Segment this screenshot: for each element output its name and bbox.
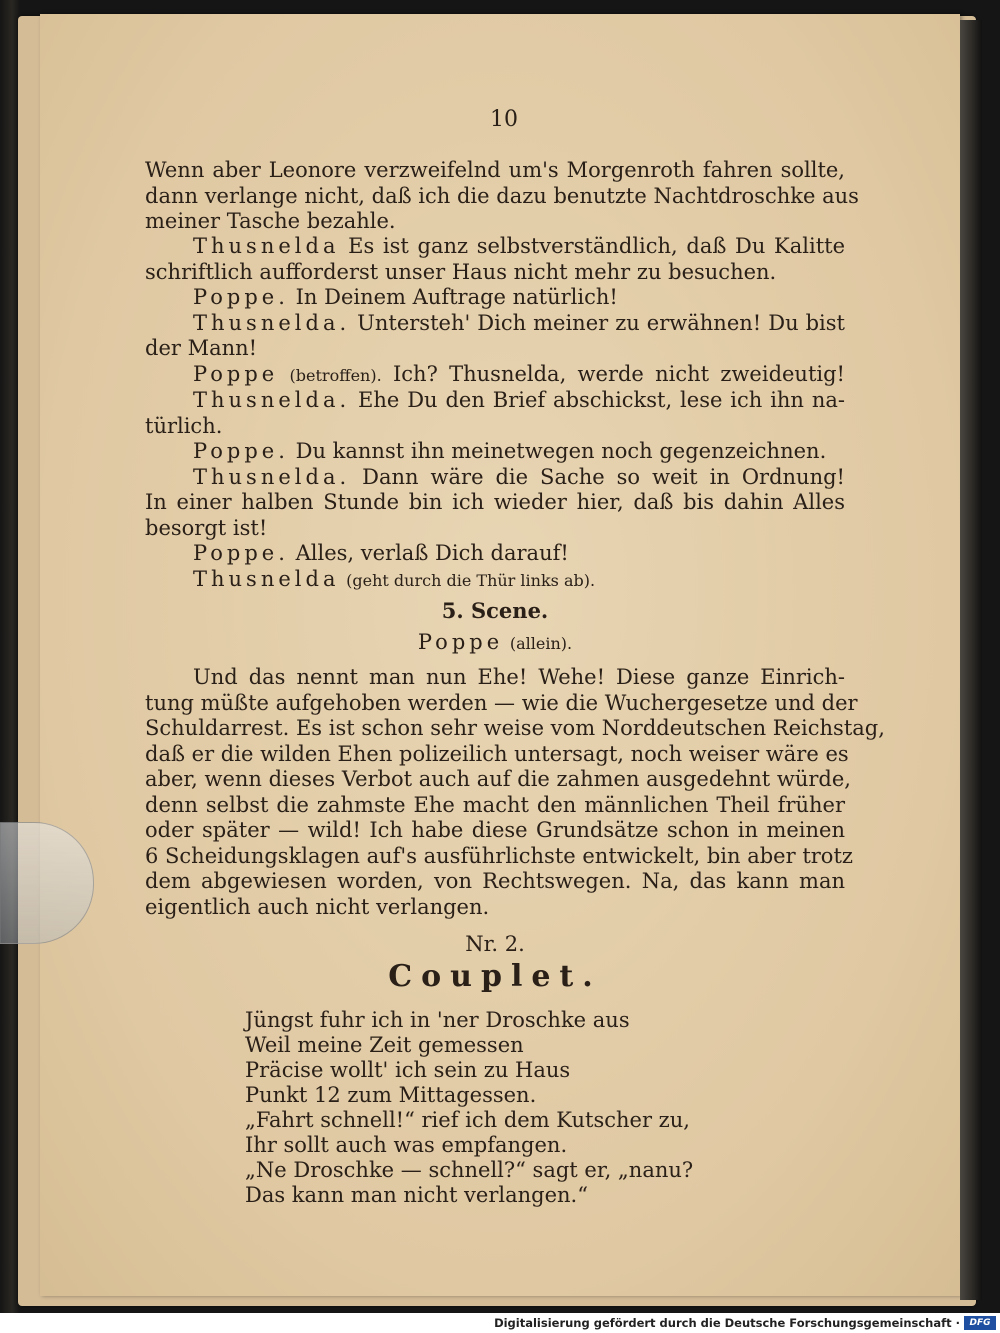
dialogue-line xyxy=(145,285,845,311)
dialogue-line xyxy=(145,362,845,389)
speaker-name: Poppe. xyxy=(193,541,289,565)
speaker-name: Poppe. xyxy=(193,285,289,309)
dialogue-text: Ehe Du den Brief abschickst, lese ich ihn na- xyxy=(358,388,845,412)
dialogue-continuation: besorgt ist! xyxy=(145,515,268,540)
text-line: Wenn aber Leonore verzweifelnd um's Morgenroth fahren sollte, xyxy=(145,158,845,182)
dialogue-text: In Deinem Auftrage natürlich! xyxy=(295,285,618,309)
stage-direction: (allein). xyxy=(509,634,573,653)
dialogue-text: Alles, verlaß Dich darauf! xyxy=(295,541,569,565)
dialogue-line xyxy=(145,388,845,414)
verse-line: „Fahrt schnell!“ rief ich dem Kutscher zu, xyxy=(245,1108,690,1132)
stage-direction: (betroffen). xyxy=(289,365,382,385)
song-title: Couplet. xyxy=(388,959,602,994)
text-line: Schuldarrest. Es ist schon sehr weise vom Norddeutschen Reichstag, xyxy=(145,716,885,740)
dialogue-line xyxy=(145,541,845,567)
dialogue-text: Du kannst ihn meinetwegen noch gegenzeichnen. xyxy=(295,439,827,463)
verse-line: „Ne Droschke — schnell?“ sagt er, „nanu? xyxy=(245,1158,694,1182)
speaker-name: Thusnelda. xyxy=(193,388,351,412)
text-line: daß er die wilden Ehen polizeilich untersagt, noch weiser wäre es xyxy=(145,741,849,766)
dialogue-section xyxy=(145,234,845,593)
verse-line: Punkt 12 zum Mittagessen. xyxy=(245,1083,537,1107)
dialogue-line xyxy=(145,465,845,491)
text-line: eigentlich auch nicht verlangen. xyxy=(145,894,490,919)
verse-line: Ihr sollt auch was empfangen. xyxy=(245,1133,568,1157)
text-line: aber, wenn dieses Verbot auch auf die zahmen ausgedehnt würde, xyxy=(145,767,851,791)
text-line: dann verlange nicht, daß ich die dazu benutzte Nachtdroschke aus xyxy=(145,183,859,208)
dialogue-text: Es ist ganz selbstverständlich, daß Du Kalitte xyxy=(348,234,845,258)
song-number: Nr. 2. xyxy=(465,932,525,956)
dialogue-continuation: schriftlich aufforderst unser Haus nicht mehr zu besuchen. xyxy=(145,259,777,284)
text-line: tung müßte aufgehoben werden — wie die Wuchergesetze und der xyxy=(145,690,858,715)
dialogue-continuation: In einer halben Stunde bin ich wieder hier, daß bis dahin Alles xyxy=(145,490,845,514)
verse-line: Das kann man nicht verlangen.“ xyxy=(245,1183,588,1207)
text-line: meiner Tasche bezahle. xyxy=(145,209,396,233)
dfg-logo: DFG xyxy=(964,1316,996,1330)
verse-line: Jüngst fuhr ich in 'ner Droschke aus xyxy=(245,1008,630,1032)
song-verses xyxy=(245,1008,693,1208)
stage-direction: (geht durch die Thür links ab). xyxy=(346,570,596,590)
scene-speaker-line xyxy=(145,630,845,657)
dialogue-text: Ich? Thusnelda, werde nicht zweideutig! xyxy=(392,361,845,386)
dialogue-line xyxy=(145,234,845,260)
text-line: 6 Scheidungsklagen auf's ausführlichste entwickelt, bin aber trotz xyxy=(145,843,853,868)
monologue xyxy=(145,665,885,920)
prose-top xyxy=(145,158,859,235)
dialogue-continuation: türlich. xyxy=(145,413,223,438)
text-line: dem abgewiesen worden, von Rechtswegen. Na, das kann man xyxy=(145,869,845,893)
page-number: 10 xyxy=(490,107,518,132)
speaker-name: Thusnelda. xyxy=(193,310,351,335)
digitization-footer xyxy=(0,1313,1000,1333)
text-line: Und das nennt man nun Ehe! Wehe! Diese ganze Einrich- xyxy=(193,665,845,689)
scene-heading: 5. Scene. xyxy=(441,598,549,623)
verse-line: Weil meine Zeit gemessen xyxy=(245,1033,524,1057)
speaker-name: Poppe. xyxy=(193,439,289,463)
funding-credit: Digitalisierung gefördert durch die Deutsche Forschungsgemeinschaft · xyxy=(494,1316,960,1330)
speaker-name: Poppe xyxy=(417,630,504,654)
speaker-name: Thusnelda. xyxy=(193,464,351,489)
speaker-name: Thusnelda xyxy=(193,234,340,258)
speaker-name: Poppe xyxy=(193,361,279,386)
text-line: oder später — wild! Ich habe diese Grundsätze schon in meinen xyxy=(145,818,845,842)
book-spine-shadow xyxy=(960,20,982,1300)
dialogue-text: Dann wäre die Sache so weit in Ordnung! xyxy=(362,464,845,489)
text-line: denn selbst die zahmste Ehe macht den männlichen Theil früher xyxy=(145,792,845,817)
dialogue-line xyxy=(145,311,845,337)
dialogue-line xyxy=(145,567,845,594)
dialogue-text: Untersteh' Dich meiner zu erwähnen! Du bist xyxy=(357,310,845,335)
dialogue-continuation: der Mann! xyxy=(145,336,258,360)
verse-line: Präcise wollt' ich sein zu Haus xyxy=(245,1058,571,1082)
dialogue-line xyxy=(145,439,845,465)
speaker-name: Thusnelda xyxy=(193,566,340,591)
